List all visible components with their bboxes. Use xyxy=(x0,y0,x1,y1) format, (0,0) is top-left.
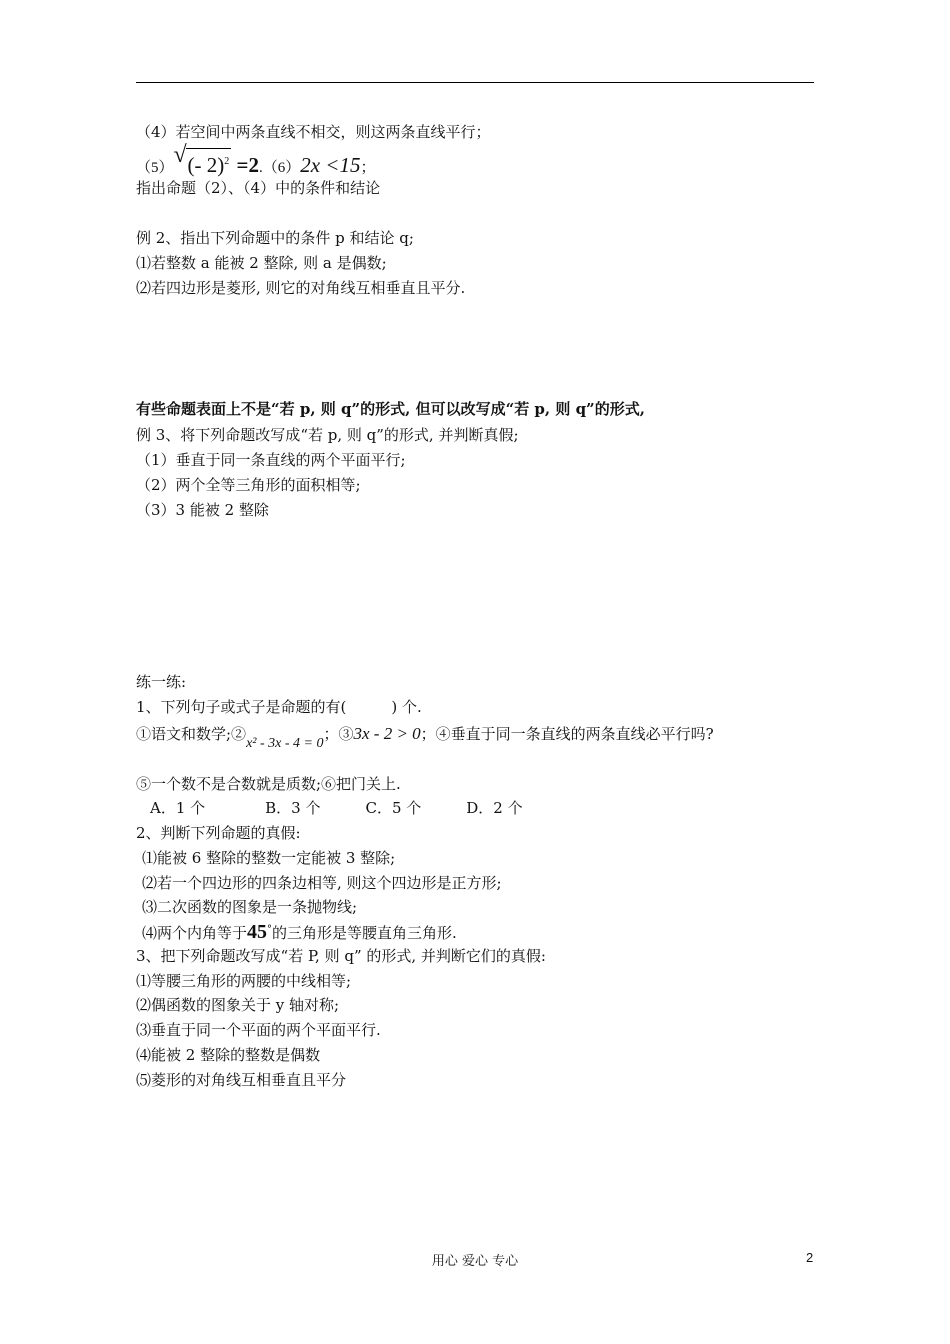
practice-3-item-3: ⑶垂直于同一个平面的两个平面平行. xyxy=(136,1021,381,1039)
prop-5-rhs: =2 xyxy=(231,153,259,177)
equation-1: x² - 3x - 4 = 0 xyxy=(246,736,324,751)
practice-2-item-1: ⑴能被 6 整除的整数一定能被 3 整除; xyxy=(142,849,396,867)
footer-motto: 用心 爱心 专心 xyxy=(431,1254,519,1269)
item-4-text: ；④垂直于同一条直线的两条直线必平行吗? xyxy=(420,725,714,743)
practice-3-title: 3、把下列命题改写成“若 P, 则 q” 的形式, 并判断它们的真假: xyxy=(136,947,546,965)
practice-1-options: A．1 个 B．3 个 C．5 个 D．2 个 xyxy=(150,799,523,817)
item-4-text-b: 的三角形是等腰直角三角形. xyxy=(272,924,457,942)
example-2-item-1: ⑴若整数 a 能被 2 整除, 则 a 是偶数; xyxy=(136,254,387,272)
prop-6-label: .（6） xyxy=(258,160,301,176)
item-4-text-a: ⑷两个内角等于 xyxy=(142,924,248,942)
sqrt-radicand: (- 2) xyxy=(187,153,225,177)
practice-1-line-2: ⑤一个数不是合数就是质数;⑥把门关上. xyxy=(136,775,401,793)
example-3-item-2: （2）两个全等三角形的面积相等; xyxy=(136,476,361,494)
practice-1-items xyxy=(136,724,714,751)
practice-1-title: 1、下列句子或式子是命题的有( ) 个. xyxy=(136,698,422,716)
example-2-title: 例 2、指出下列命题中的条件 p 和结论 q; xyxy=(136,229,414,247)
sqrt-exponent: 2 xyxy=(224,156,230,167)
inequality-1: 3x - 2 > 0 xyxy=(353,724,421,743)
practice-3-item-1: ⑴等腰三角形的两腰的中线相等; xyxy=(136,972,352,990)
bold-note: 有些命题表面上不是“若 p, 则 q”的形式, 但可以改写成“若 p, 则 q”的形式, xyxy=(136,400,645,418)
angle-value: 45 xyxy=(247,921,268,943)
practice-2-item-3: ⑶二次函数的图象是一条抛物线; xyxy=(142,898,358,916)
practice-3-item-5: ⑸菱形的对角线互相垂直且平分 xyxy=(136,1071,347,1089)
point-out-line: 指出命题（2）、（4）中的条件和结论 xyxy=(136,179,381,197)
item-1-2-text: ①语文和数学;② xyxy=(136,725,247,743)
header-rule xyxy=(136,82,814,83)
prop-5-label: （5） xyxy=(136,160,174,176)
prop-6-expr: 2x <15 xyxy=(300,153,361,177)
example-3-item-3: （3）3 能被 2 整除 xyxy=(136,501,269,519)
example-3-title: 例 3、将下列命题改写成“若 p, 则 q”的形式, 并判断真假; xyxy=(136,426,519,444)
practice-title: 练一练: xyxy=(136,673,187,691)
example-3-item-1: （1）垂直于同一条直线的两个平面平行; xyxy=(136,451,406,469)
practice-2-item-4 xyxy=(142,918,457,945)
practice-3-item-2: ⑵偶函数的图象关于 y 轴对称; xyxy=(136,996,340,1014)
practice-3-item-4: ⑷能被 2 整除的整数是偶数 xyxy=(136,1046,321,1064)
sqrt-expression: √ (- 2)$^2$ xyxy=(173,142,230,177)
prop-5-6 xyxy=(136,142,376,181)
page-number: 2 xyxy=(806,1250,814,1265)
practice-2-title: 2、判断下列命题的真假: xyxy=(136,824,301,842)
degree-symbol: ° xyxy=(267,924,273,935)
item-3-label: ；③ xyxy=(323,725,354,743)
prop-6-end: ； xyxy=(360,160,376,176)
practice-2-item-2: ⑵若一个四边形的四条边相等, 则这个四边形是正方形; xyxy=(142,874,502,892)
example-2-item-2: ⑵若四边形是菱形, 则它的对角线互相垂直且平分. xyxy=(136,279,466,297)
prop-4: （4）若空间中两条直线不相交，则这两条直线平行； xyxy=(136,123,491,141)
